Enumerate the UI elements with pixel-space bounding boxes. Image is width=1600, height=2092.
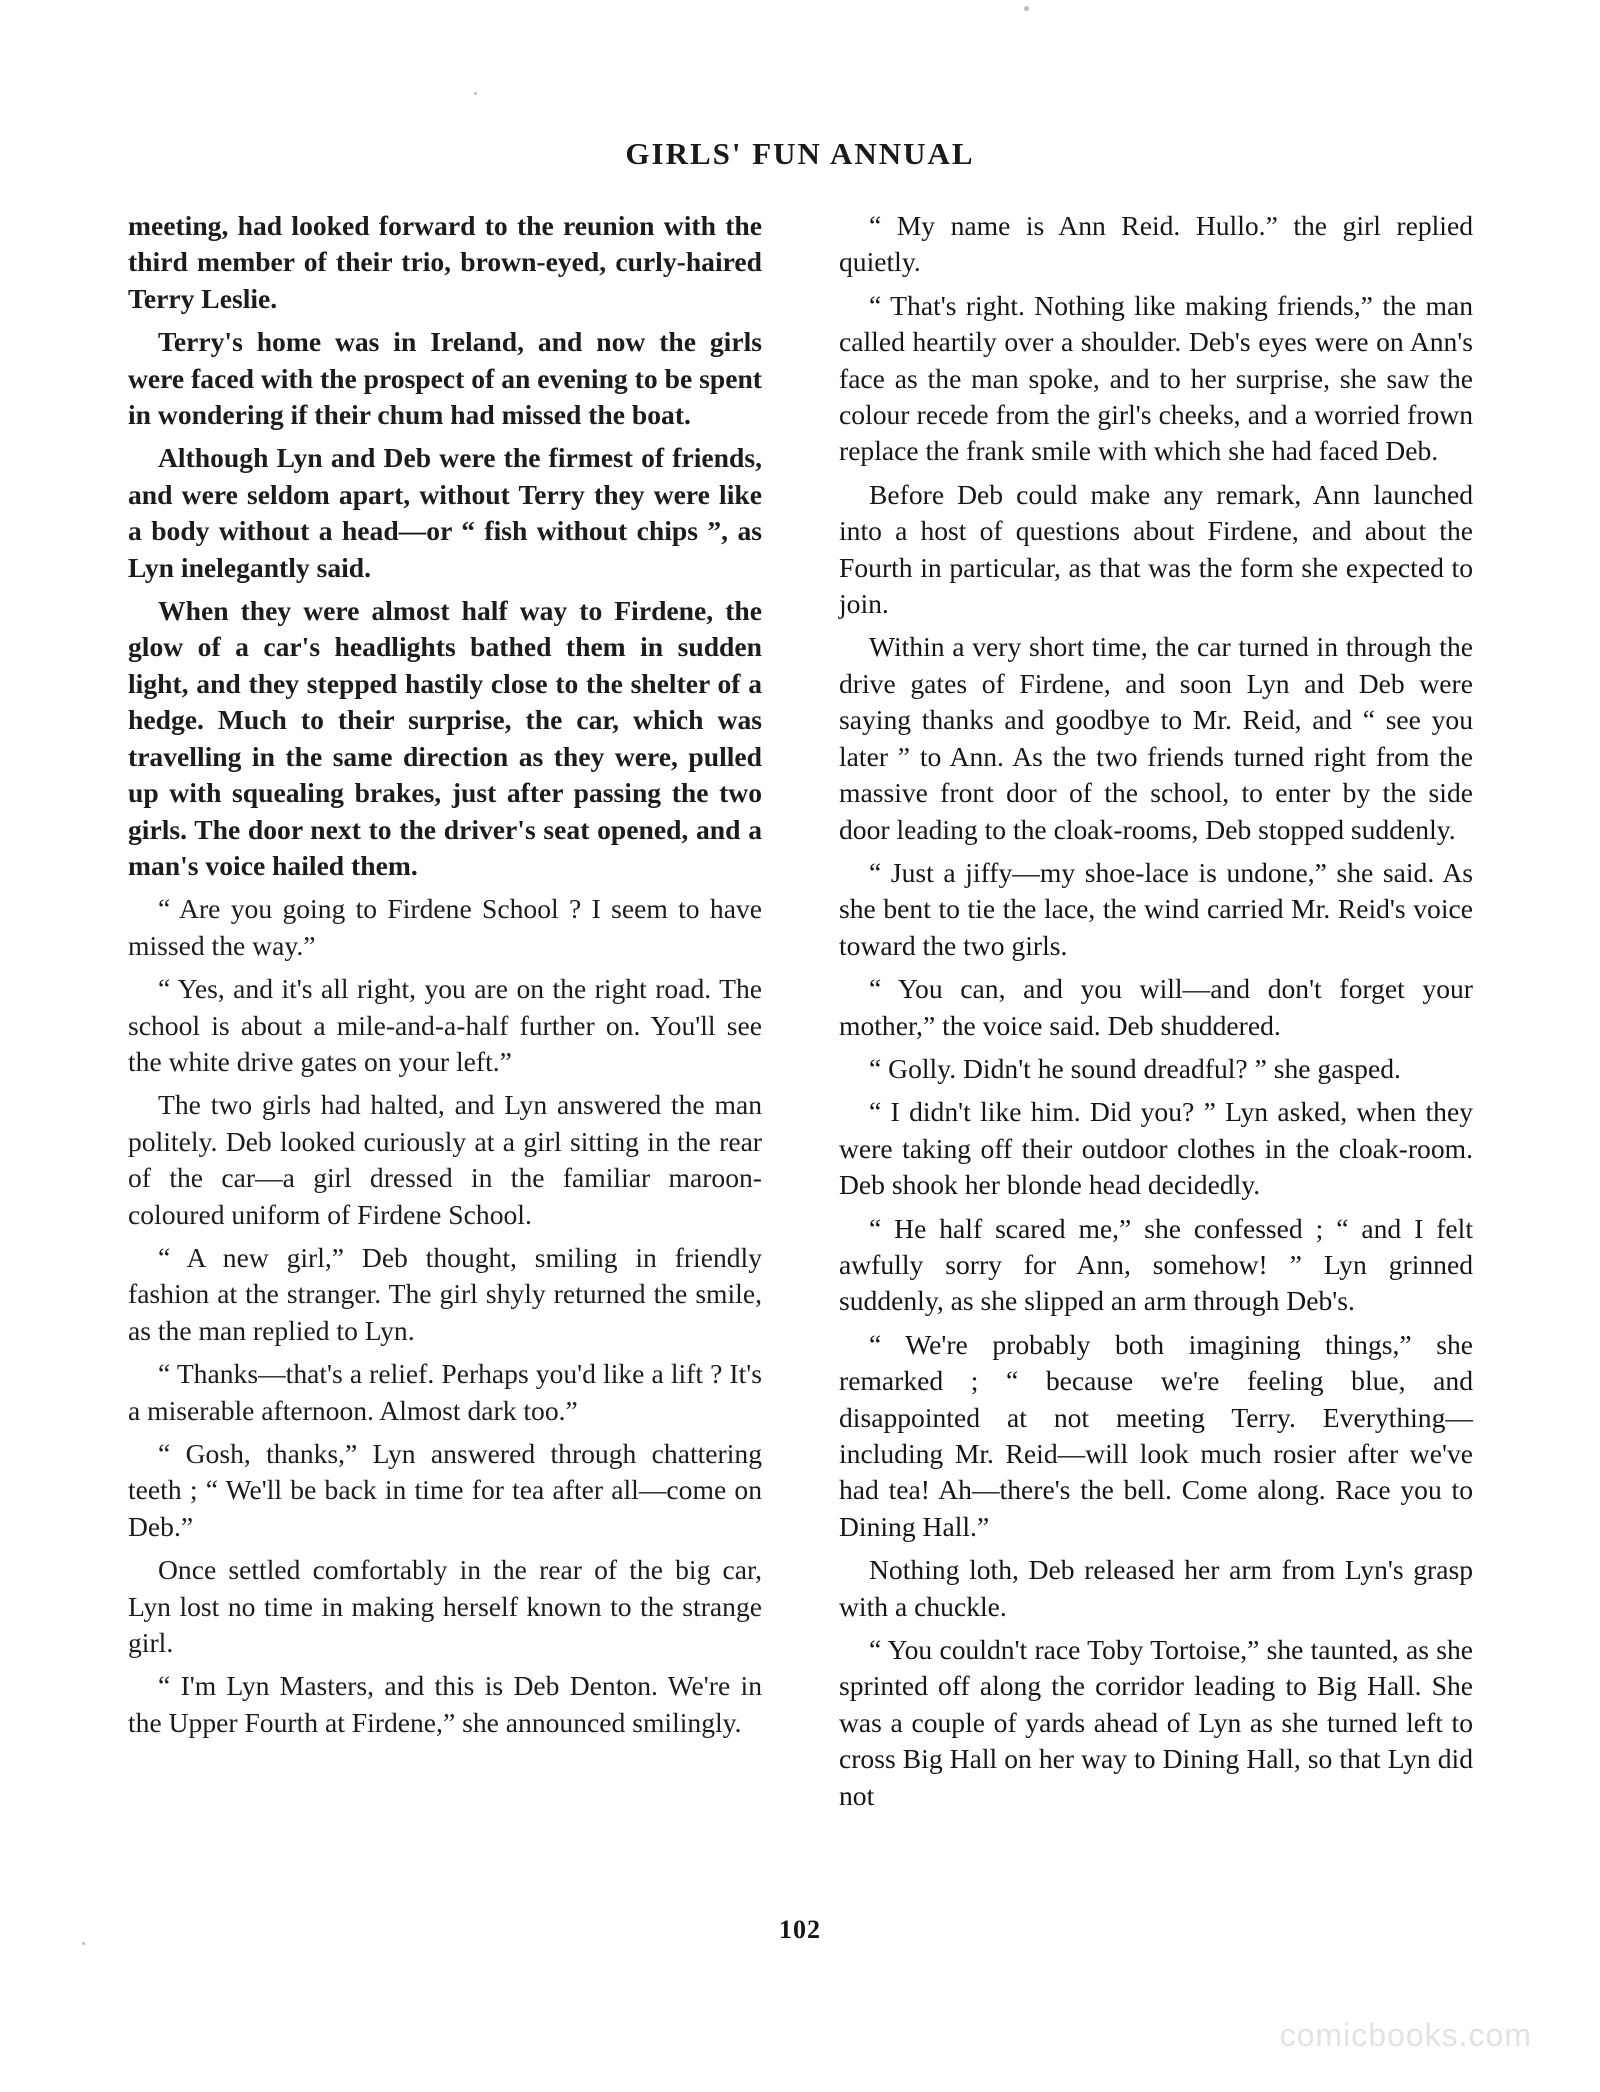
paragraph: “ He half scared me,” she confessed ; “ and I felt awfully sorry for Ann, somehow! ” Lyn grinned suddenly, as she slipped an arm through Deb's. — [839, 1212, 1473, 1317]
paragraph: “ You can, and you will—and don't forget your mother,” the voice said. Deb shuddered. — [839, 973, 1473, 1041]
paragraph: “ You couldn't race Toby Tortoise,” she taunted, as she sprinted off along the corridor leading to Big Hall. She was a couple of yards ahead of Lyn as she turned left to cross Big Hall on her way to Dining Hall, so that Lyn did not — [839, 1634, 1473, 1811]
paragraph: “ Thanks—that's a relief. Perhaps you'd like a lift ? It's a miserable afternoon. Almost dark too.” — [128, 1358, 762, 1426]
paragraph: meeting, had looked forward to the reunion with the third member of their trio, brown-eyed, curly-haired Terry Leslie. — [128, 210, 762, 314]
paragraph: Nothing loth, Deb released her arm from Lyn's grasp with a chuckle. — [839, 1554, 1473, 1622]
print-speck — [1024, 6, 1029, 11]
watermark: comicbooks.com — [1279, 2017, 1532, 2053]
left-column — [128, 208, 762, 1748]
paragraph: “ Golly. Didn't he sound dreadful? ” she gasped. — [869, 1052, 1401, 1084]
paragraph: When they were almost half way to Firdene, the glow of a car's headlights bathed them in sudden light, and they stepped hastily close to the shelter of a hedge. Much to their surprise, the car, which was travelling in the same direction as they were, pulled up with squealing brakes, just after passing the two girls. The door next to the driver's seat opened, and a man's voice hailed them. — [128, 595, 762, 881]
paragraph: “ Just a jiffy—my shoe-lace is undone,” she said. As she bent to tie the lace, the wind carried Mr. Reid's voice toward the two girls. — [839, 856, 1473, 961]
running-head: GIRLS' FUN ANNUAL — [625, 136, 975, 171]
page-number: 102 — [779, 1915, 821, 1944]
paragraph: The two girls had halted, and Lyn answered the man politely. Deb looked curiously at a girl sitting in the rear of the car—a girl dressed in the familiar maroon-coloured uniform of Firdene School. — [128, 1089, 762, 1230]
paragraph: Before Deb could make any remark, Ann launched into a host of questions about Firdene, and about the Fourth in particular, as that was the form she expected to join. — [839, 478, 1473, 620]
paragraph: Although Lyn and Deb were the firmest of friends, and were seldom apart, without Terry they were like a body without a head—or “ fish without chips ”, as Lyn inelegantly said. — [128, 442, 762, 583]
paragraph: “ Are you going to Firdene School ? I seem to have missed the way.” — [128, 893, 762, 961]
paragraph: “ Yes, and it's all right, you are on the right road. The school is about a mile-and-a-half further on. You'll see the white drive gates on your left.” — [128, 973, 762, 1077]
paragraph: “ My name is Ann Reid. Hullo.” the girl replied quietly. — [839, 210, 1473, 278]
paragraph: “ That's right. Nothing like making friends,” the man called heartily over a shoulder. Deb's eyes were on Ann's face as the man spoke, and to her surprise, she saw the colour recede from the girl's cheeks, and a worried frown replace the frank smile with which she had faced Deb. — [839, 289, 1473, 467]
paragraph: “ I'm Lyn Masters, and this is Deb Denton. We're in the Upper Fourth at Firdene,” she announced smilingly. — [128, 1670, 762, 1738]
paragraph: “ I didn't like him. Did you? ” Lyn asked, when they were taking off their outdoor clothes in the cloak-room. Deb shook her blonde head decidedly. — [839, 1096, 1473, 1201]
paragraph: Within a very short time, the car turned in through the drive gates of Firdene, and soon Lyn and Deb were saying thanks and goodbye to Mr. Reid, and “ see you later ” to Ann. As the two friends turned right from the massive front door of the school, to enter by the side door leading to the cloak-rooms, Deb stopped suddenly. — [839, 631, 1473, 845]
paragraph: “ A new girl,” Deb thought, smiling in friendly fashion at the stranger. The girl shyly returned the smile, as the man replied to Lyn. — [128, 1241, 762, 1346]
print-speck — [474, 92, 477, 95]
right-column — [839, 208, 1473, 1821]
paragraph: “ We're probably both imagining things,” she remarked ; “ because we're feeling blue, and disappointed at not meeting Terry. Everything—including Mr. Reid—will look much rosier after we've had tea! Ah—there's the bell. Come along. Race you to Dining Hall.” — [839, 1328, 1473, 1542]
paragraph: “ Gosh, thanks,” Lyn answered through chattering teeth ; “ We'll be back in time for tea after all—come on Deb.” — [128, 1438, 762, 1542]
paragraph: Once settled comfortably in the rear of the big car, Lyn lost no time in making herself known to the strange girl. — [128, 1554, 762, 1659]
paragraph: Terry's home was in Ireland, and now the girls were faced with the prospect of an evening to be spent in wondering if their chum had missed the boat. — [128, 326, 762, 431]
